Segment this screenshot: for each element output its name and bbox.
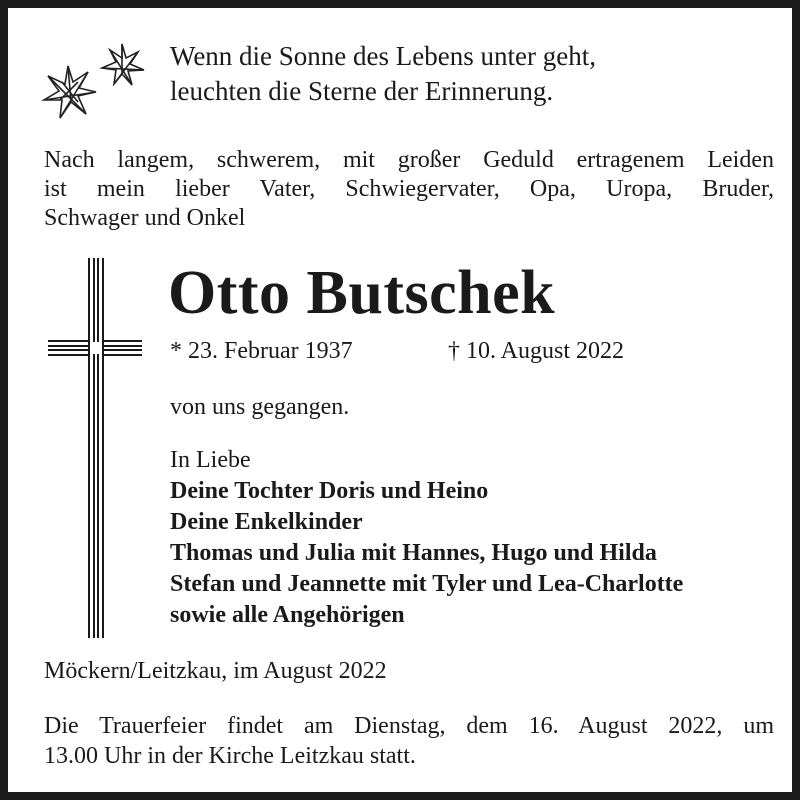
- mourner-line: Stefan und Jeannette mit Tyler und Lea-Charlotte: [170, 571, 684, 597]
- mourners-opening: In Liebe: [170, 447, 251, 473]
- place-date: Möckern/Leitzkau, im August 2022: [44, 658, 387, 684]
- intro-line: ist mein lieber Vater, Schwiegervater, Opa, Uropa, Bruder,: [44, 176, 774, 202]
- funeral-service-info: [44, 711, 774, 771]
- birth-date: * 23. Februar 1937: [170, 338, 353, 364]
- mourner-line: sowie alle Angehörigen: [170, 602, 405, 628]
- intro-line: Nach langem, schwerem, mit großer Geduld ertragenem Leiden: [44, 147, 774, 173]
- mourners-block: [170, 445, 683, 631]
- mourner-line: Deine Enkelkinder: [170, 509, 363, 535]
- motto-line: leuchten die Sterne der Erinnerung.: [170, 76, 554, 106]
- mourner-line: Thomas und Julia mit Hannes, Hugo und Hilda: [170, 540, 657, 566]
- sparkle-stars-icon: [38, 38, 153, 123]
- intro-line: Schwager und Onkel: [44, 205, 246, 231]
- mourner-line: Deine Tochter Doris und Heino: [170, 478, 489, 504]
- motto-line: Wenn die Sonne des Lebens unter geht,: [170, 41, 596, 71]
- intro-paragraph: [44, 146, 774, 233]
- cross-icon: [48, 258, 142, 638]
- death-date: † 10. August 2022: [448, 338, 625, 364]
- memorial-motto: [170, 39, 596, 109]
- deceased-name: Otto Butschek: [168, 259, 556, 327]
- passing-text: von uns gegangen.: [170, 394, 350, 420]
- service-line: 13.00 Uhr in der Kirche Leitzkau statt.: [44, 743, 416, 769]
- service-line: Die Trauerfeier findet am Dienstag, dem 16. August 2022, um: [44, 713, 774, 739]
